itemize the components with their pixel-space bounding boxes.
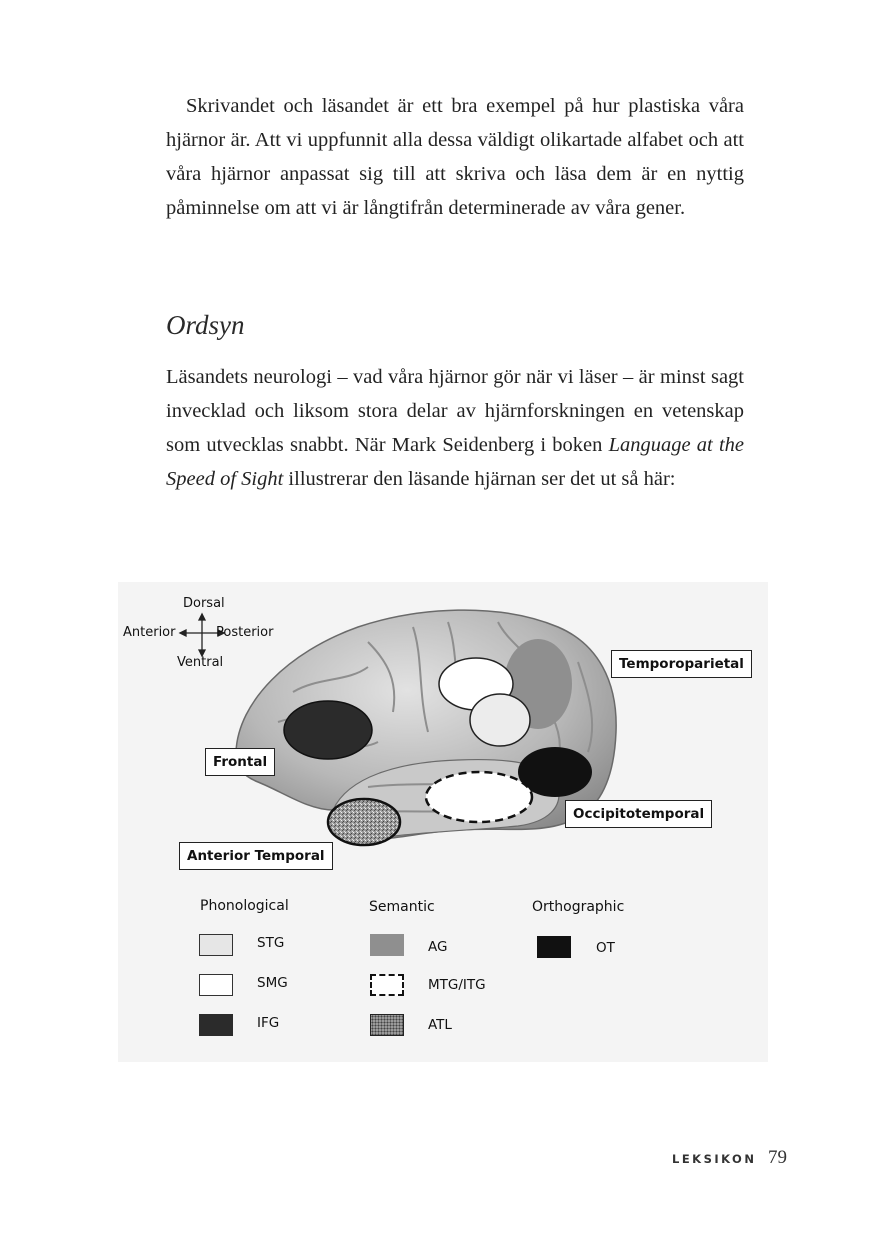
section-heading: Ordsyn [166,310,245,340]
smg-legend-label: SMG [257,975,288,991]
anterior-temporal-label: Anterior Temporal [179,842,333,870]
legend-semantic-title: Semantic [369,899,435,915]
ifg-swatch [199,1014,233,1036]
mtg-itg-region [426,772,532,822]
atl-swatch [370,1014,404,1036]
posterior-label: Posterior [216,625,274,640]
ag-legend-label: AG [428,939,448,955]
stg-swatch [199,934,233,956]
anterior-label: Anterior [123,625,176,640]
atl-legend-label: ATL [428,1017,452,1033]
paragraph-intro: Skrivandet och läsandet är ett bra exempel på hur plastiska våra hjärnor är. Att vi uppfunnit alla dessa väldigt olikartade alfabet och att våra hjärnor anpassat sig till att skriva och läsa dem är en nyttig påminnelse om att vi är långtifrån determinerade av våra gener. [166,95,744,219]
ventral-label: Ventral [177,655,224,670]
atl-region [328,799,400,845]
legend-orthographic-title: Orthographic [532,899,625,915]
occipitotemporal-label: Occipitotemporal [565,800,712,828]
paragraph-neurology [166,360,744,496]
stg-legend-label: STG [257,935,285,951]
temporoparietal-label: Temporoparietal [611,650,752,678]
running-footer-section: LEKSIKON [672,1152,757,1166]
paragraph-text-end: illustrerar den läsande hjärnan ser det ut så här: [283,468,676,490]
stg-region [470,694,530,746]
mtg-itg-legend-label: MTG/ITG [428,977,486,993]
ifg-legend-label: IFG [257,1015,280,1031]
ot-legend-label: OT [596,940,615,956]
paragraph-text-start: Läsandets neurologi – vad våra hjärnor gör när vi läser – är minst sagt invecklad och liksom stora delar av hjärnforskningen en vetenskap som utvecklas snabbt. När Mark Seidenberg i boken [166,366,744,456]
book-title: Language at the Speed of Sight [166,434,744,490]
smg-swatch [199,974,233,996]
frontal-label: Frontal [205,748,275,776]
dorsal-label: Dorsal [183,596,225,611]
ifg-region [284,701,372,759]
ot-swatch [537,936,571,958]
mtg-itg-swatch [370,974,404,996]
ag-swatch [370,934,404,956]
page-number: 79 [768,1147,787,1168]
brain-figure [118,582,768,1062]
legend-phonological-title: Phonological [200,898,289,914]
